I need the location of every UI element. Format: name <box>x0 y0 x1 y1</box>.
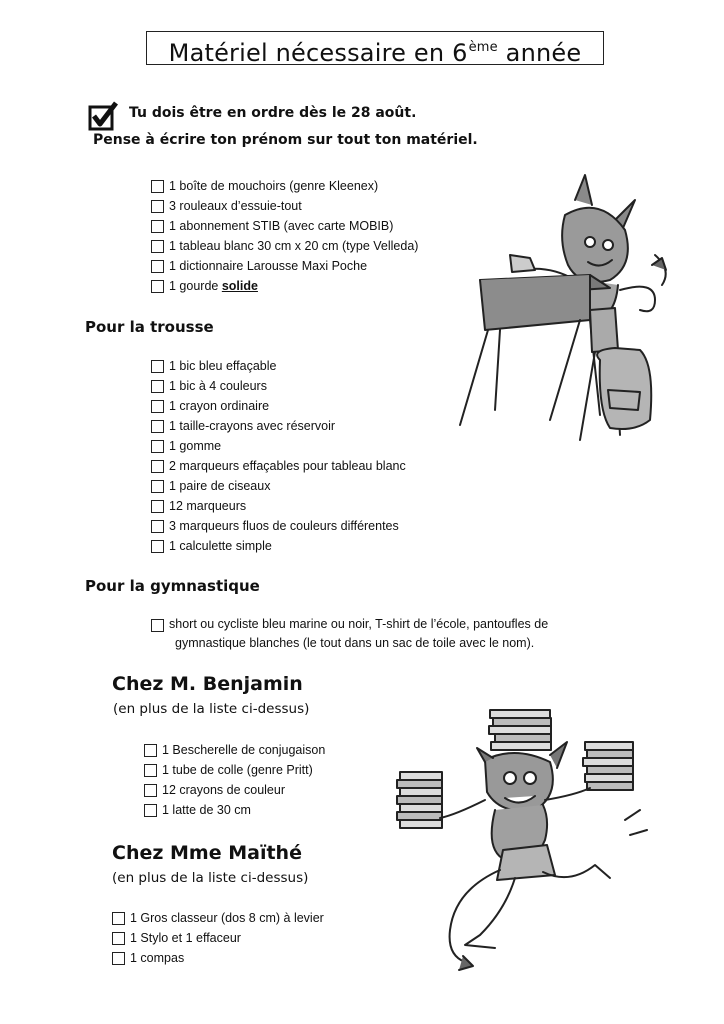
list-item: 1 calculette simple <box>151 536 406 556</box>
list-item: 1 tableau blanc 30 cm x 20 cm (type Velleda) <box>151 236 418 256</box>
list-item: 1 bic bleu effaçable <box>151 356 406 376</box>
list-item: 1 Bescherelle de conjugaison <box>144 740 325 760</box>
devil-at-desk-illustration <box>440 170 680 450</box>
checkbox[interactable] <box>151 420 164 433</box>
checkbox[interactable] <box>151 180 164 193</box>
checkbox[interactable] <box>151 440 164 453</box>
list-item: 12 marqueurs <box>151 496 406 516</box>
gym-description: short ou cycliste bleu marine ou noir, T-shirt de l’école, pantoufles de gymnastique blanches (le tout dans un sac de toile avec le nom). <box>169 617 549 650</box>
maithe-heading: Chez Mme Maïthé <box>112 842 302 864</box>
list-item: 1 taille-crayons avec réservoir <box>151 416 406 436</box>
checkbox[interactable] <box>112 912 125 925</box>
list-item: 1 gourde solide <box>151 276 418 296</box>
checkbox[interactable] <box>151 619 164 632</box>
checkbox[interactable] <box>144 764 157 777</box>
list-item: 12 crayons de couleur <box>144 780 325 800</box>
checkbox[interactable] <box>144 744 157 757</box>
checkbox[interactable] <box>151 480 164 493</box>
benjamin-list <box>144 740 325 820</box>
devil-with-books-illustration <box>385 700 665 990</box>
trousse-heading: Pour la trousse <box>85 318 214 336</box>
title-superscript: ème <box>468 40 498 55</box>
intro-name-reminder: Pense à écrire ton prénom sur tout ton matériel. <box>93 132 478 148</box>
gym-heading: Pour la gymnastique <box>85 577 260 595</box>
list-item: 1 compas <box>112 948 324 968</box>
checkbox[interactable] <box>151 260 164 273</box>
list-item: 1 Stylo et 1 effaceur <box>112 928 324 948</box>
list-item: 1 abonnement STIB (avec carte MOBIB) <box>151 216 418 236</box>
checkbox[interactable] <box>151 500 164 513</box>
trousse-list <box>151 356 406 556</box>
checkbox[interactable] <box>151 460 164 473</box>
benjamin-heading: Chez M. Benjamin <box>112 673 303 695</box>
list-item: 1 paire de ciseaux <box>151 476 406 496</box>
checked-box-icon <box>88 101 118 131</box>
list-item: 3 marqueurs fluos de couleurs différentes <box>151 516 406 536</box>
checkbox[interactable] <box>144 784 157 797</box>
list-item: 1 crayon ordinaire <box>151 396 406 416</box>
list-item: 1 dictionnaire Larousse Maxi Poche <box>151 256 418 276</box>
checkbox[interactable] <box>151 240 164 253</box>
list-item: 1 tube de colle (genre Pritt) <box>144 760 325 780</box>
checkbox[interactable] <box>144 804 157 817</box>
intro-deadline: Tu dois être en ordre dès le 28 août. <box>129 105 417 121</box>
maithe-note: (en plus de la liste ci-dessus) <box>112 870 309 886</box>
checkbox[interactable] <box>151 400 164 413</box>
list-item: 1 latte de 30 cm <box>144 800 325 820</box>
checkbox[interactable] <box>112 932 125 945</box>
checkbox[interactable] <box>151 540 164 553</box>
maithe-list <box>112 908 324 968</box>
list-item: 2 marqueurs effaçables pour tableau blanc <box>151 456 406 476</box>
list-item: 1 boîte de mouchoirs (genre Kleenex) <box>151 176 418 196</box>
checkbox[interactable] <box>112 952 125 965</box>
title-end: année <box>497 39 582 67</box>
checkbox[interactable] <box>151 520 164 533</box>
page-title <box>146 31 604 65</box>
list-item: 1 bic à 4 couleurs <box>151 376 406 396</box>
title-text: Matériel nécessaire en 6 <box>168 39 468 67</box>
general-list <box>151 176 418 296</box>
checkbox[interactable] <box>151 280 164 293</box>
checkbox[interactable] <box>151 380 164 393</box>
checkbox[interactable] <box>151 200 164 213</box>
list-item: 3 rouleaux d’essuie-tout <box>151 196 418 216</box>
list-item: 1 Gros classeur (dos 8 cm) à levier <box>112 908 324 928</box>
list-item: 1 gomme <box>151 436 406 456</box>
checkbox[interactable] <box>151 360 164 373</box>
checkbox[interactable] <box>151 220 164 233</box>
solide-emphasis: solide <box>221 279 258 293</box>
benjamin-note: (en plus de la liste ci-dessus) <box>113 701 310 717</box>
